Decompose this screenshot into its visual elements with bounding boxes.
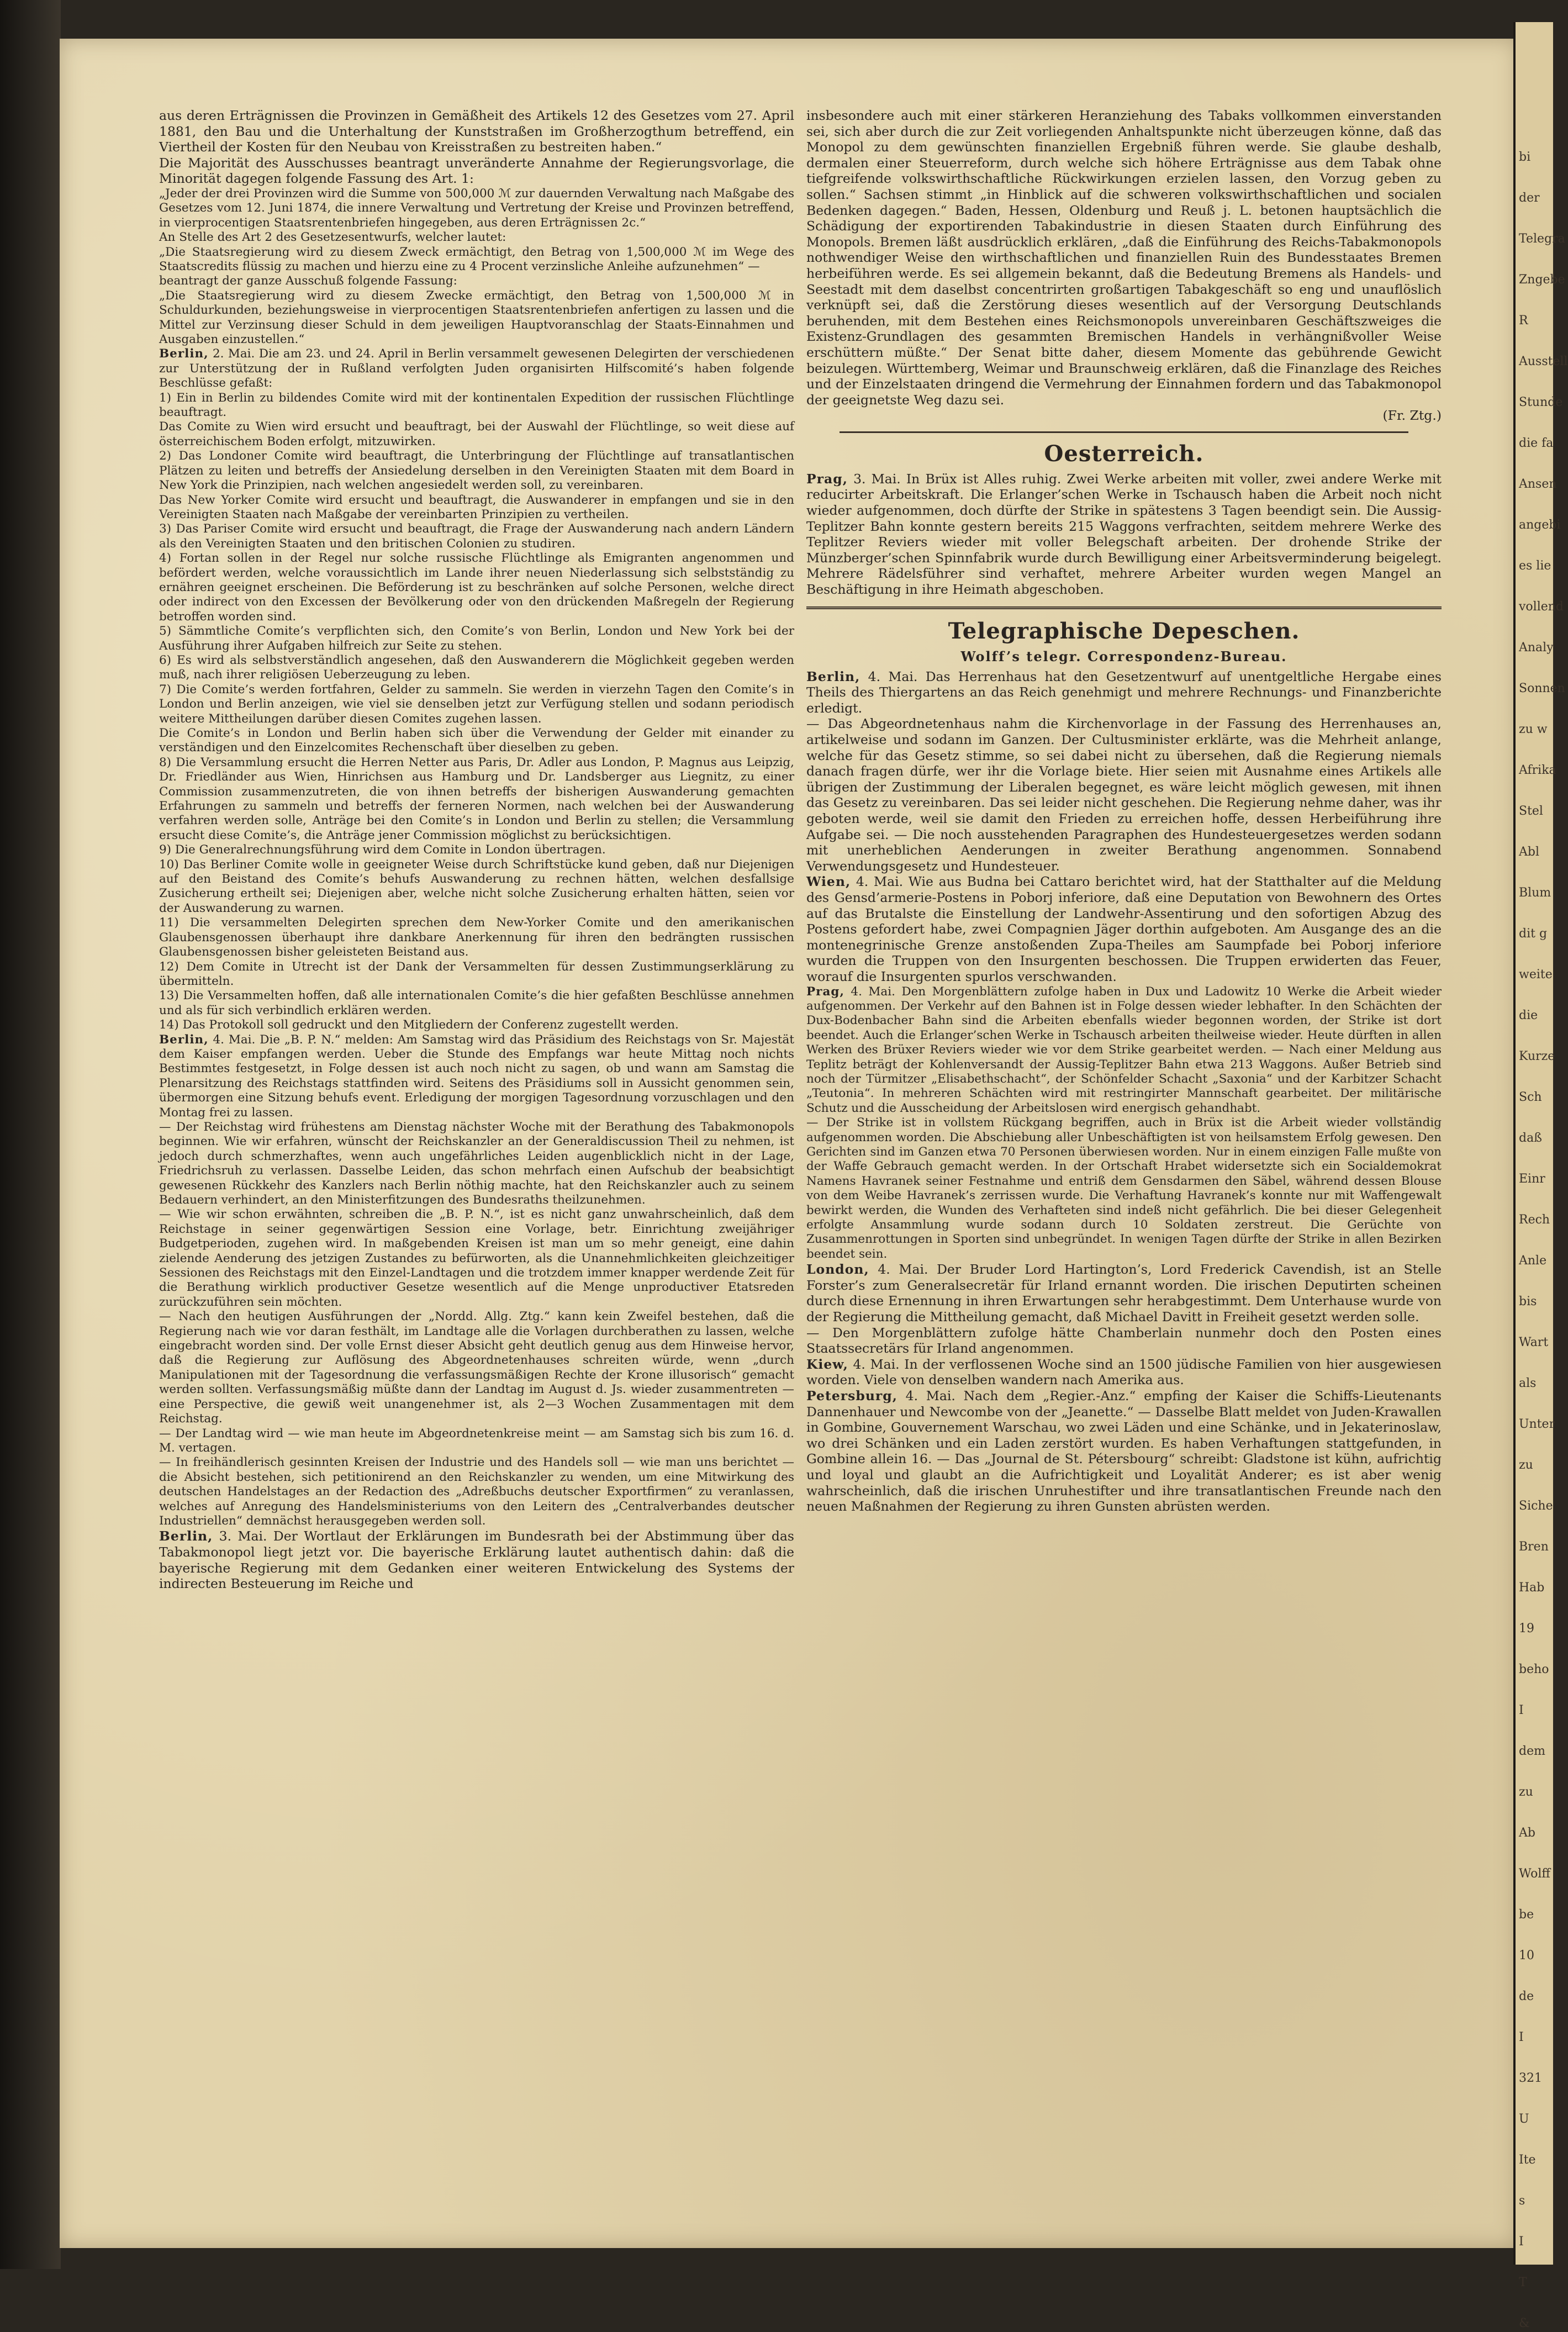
news-item-text: 4. Mai. Nach dem „Regier.-Anz.“ empfing der Kaiser die Schiffs-Lieutenants Dannenhauer und Newcombe von der „Jeanette.“ — Dasselbe Blatt meldet von Juden-Krawallen in Gombine, Gouvernement Warschau, wo zwei Läden und eine Schänke, und in Jekaterinoslaw, wo drei Schänken und ein Laden zerstört wurden. Es haben Verhaftungen stattgefunden, in Gombine allein 16. — Das „Journal de St. Pétersbourg“ schreibt: Gladstone ist kühn, aufrichtig und loyal und glaubt an die Aufrichtigkeit und Loyalität Anderer; es ist aber wenig wahrscheinlich, daß die irischen Unruhestifter und ihre transatlantischen Freunde nach den neuen Maßnahmen der Regierung zu ihren Gunsten abrüsten werden. <box>806 1387 1442 1515</box>
adjacent-page-fragment: Zngebe <box>1519 273 1565 287</box>
adjacent-page-fragment: Blum <box>1519 886 1551 900</box>
news-item: — Das Abgeordnetenhaus nahm die Kirchenvorlage in der Fassung des Herrenhauses an, artikelweise und sodann im Ganzen. Der Cultusminister erklärte, was die Mehrheit anlange, welche für das Gesetz stimme, so sei dabei nicht zu übersehen, daß die Regierung niemals danach fragen dürfe, wer ihr die Vorlage biete. Hier seien mit Ausnahme eines Artikels alle übrigen der Zustimmung der Liberalen begegnet, es wäre leicht möglich gewesen, mit ihnen das Gesetz zu vereinbaren. Das sei leider nicht geschehen. Die Regierung nehme daher, was ihr geboten werde, weil sie damit den Frieden zu erreichen hoffe, dessen Herbeiführung ihre Aufgabe sei. — Die noch ausstehenden Paragraphen des Hundesteuergesetzes werden sodann mit unerheblichen Aenderungen in zweiter Berathung angenommen. Sonnabend Verwendungsgesetz und Hundesteuer. <box>806 716 1442 874</box>
news-item <box>806 1357 1442 1388</box>
adjacent-page-edge <box>1513 22 1568 2330</box>
dateline: Petersburg, <box>806 1387 897 1404</box>
news-item-text: 4. Mai. In der verflossenen Woche sind an 1500 jüdische Familien von hier ausgewiesen worden. Viele von denselben wandern nach Amerika aus. <box>806 1356 1442 1388</box>
resolution-item: 4) Fortan sollen in der Regel nur solche russische Flüchtlinge als Emigranten angenommen und befördert werden, welche voraussichtlich im Lande ihrer neuen Niederlassung sich selbstständig zu ernähren geeignet erscheinen. Die Beförderung ist zu beschränken auf solche Personen, welche direct oder indirect von den Excessen der Bevölkerung oder von den drückenden Maßregeln der Regierung betroffen worden sind. <box>159 551 794 624</box>
adjacent-page-fragment: Kurze <box>1519 1049 1555 1063</box>
adjacent-page-fragment: zu <box>1519 1458 1533 1472</box>
adjacent-page-fragment: I <box>1519 2235 1524 2249</box>
adjacent-page-fragment: Hab <box>1519 1581 1545 1595</box>
adjacent-page-fragment: es lie <box>1519 559 1551 573</box>
news-item: — Der Strike ist in vollstem Rückgang begriffen, auch in Brüx ist die Arbeit wieder vollständig aufgenommen worden. Die Abschiebung aller Unbeschäftigten ist von heilsamstem Erfolg gewesen. Den Gerichten sind im Ganzen etwa 70 Personen überwiesen worden. Nur in einem einzigen Falle mußte von der Waffe Gebrauch gemacht werden. In der Ortschaft Hrabet widersetzte sich ein Socialdemokrat Namens Havranek seiner Festnahme und entriß dem Gensdarmen den Säbel, während dessen Blouse von dem Weibe Havranek’s zerrissen wurde. Die Verhaftung Havranek’s konnte nur mit Waffengewalt bewirkt werden, die Wunden des Verhafteten sind indeß nicht gefährlich. Die bei dieser Gelegenheit erfolgte Ansammlung wurde sodann durch 10 Soldaten zerstreut. Die Gerüchte von Zusammenrottungen in Sporten sind unbegründet. In wenigen Tagen dürfte der Strike in allen Bezirken beendet sein. <box>806 1116 1442 1261</box>
adjacent-page-fragment: s <box>1519 2194 1525 2208</box>
adjacent-page-fragment: Telegra <box>1519 232 1565 246</box>
adjacent-page-fragment: de <box>1519 1990 1534 2003</box>
left-column <box>159 108 794 2151</box>
adjacent-page-fragment: Unter <box>1519 1417 1555 1431</box>
adjacent-page-fragment: 10 <box>1519 1949 1534 1962</box>
dateline: Berlin, <box>159 1528 213 1544</box>
article-text: insbesondere auch mit einer stärkeren Heranziehung des Tabaks vollkommen einverstanden sei, sich aber durch die zur Zeit vorliegenden Anhaltspunkte nicht überzeugen könne, daß das Monopol zu dem gewünschten finanziellen Ergebniß führen werde. Sie glaube deshalb, dermalen einer Steuerreform, durch welche sich höhere Erträgnisse aus dem Tabak ohne tiefgreifende volkswirthschaftliche Rückwirkungen erzielen lassen, den Vorzug geben zu sollen.“ Sachsen stimmt „in Hinblick auf die schweren volkswirthschaftlichen und socialen Bedenken dagegen.“ Baden, Hessen, Oldenburg und Reuß j. L. betonen hauptsächlich die Schädigung der exportirenden Tabakindustrie in diesen Staaten durch Einführung des Monopols. Bremen läßt ausdrücklich erklären, „daß die Einführung des Reichs-Tabakmonopols nothwendiger Weise den wirthschaftlichen und finanziellen Ruin des Bundesstaates Bremen herbeiführen werde. Es sei allgemein bekannt, daß die Bedeutung Bremens als Handels- und Seestadt mit dem daselbst concentrirten großartigen Tabakgeschäft so eng und unauflöslich verknüpft sei, daß die Zerstörung dieses wesentlich auf der Versorgung Deutschlands beruhenden, mit dem Bestehen eines Reichsmonopols unvereinbaren Geschäftszweiges die Existenz-Grundlagen des gesammten Bremischen Handels in verhängnißvoller Weise erschüttern müßte.“ Der Senat bitte daher, diesem Momente das gebührende Gewicht beizulegen. Württemberg, Weimar und Braunschweig erklären, daß die Finanzlage des Reiches und der Einzelstaaten dringend die Vermehrung der Einnahmen fordern und das Tabakmonopol der geeignetste Weg dazu sei. <box>806 108 1442 408</box>
adjacent-page-fragment: Anle <box>1519 1254 1547 1268</box>
adjacent-page-fragment: bis <box>1519 1295 1537 1309</box>
resolution-item: 5) Sämmtliche Comite’s verpflichten sich, den Comite’s von Berlin, London und New York bei der Ausführung ihrer Aufgaben hilfreich zur Seite zu stehen. <box>159 624 794 653</box>
adjacent-page-fragment: Rech <box>1519 1213 1550 1227</box>
adjacent-page-fragment: 19 <box>1519 1622 1534 1635</box>
news-item-text: 2. Mai. Die am 23. und 24. April in Berlin versammelt gewesenen Delegirten der verschiedenen zur Unterstützung der in Rußland verfolgten Juden organisirten Hilfscomité’s haben folgende Beschlüsse gefaßt: <box>159 347 794 391</box>
adjacent-page-fragment: I <box>1519 2030 1524 2044</box>
news-item <box>159 347 794 391</box>
news-item <box>806 669 1442 716</box>
adjacent-page-fragment: dem <box>1519 1744 1545 1758</box>
dateline: London, <box>806 1262 869 1278</box>
resolution-item: 7) Die Comite’s werden fortfahren, Gelder zu sammeln. Sie werden in vierzehn Tagen den Comite’s in London und Berlin anzeigen, wie viel sie denselben jetzt zur Verfügung stellen und sodann periodisch weitere Mittheilungen darüber diesen Comites zugehen lassen. <box>159 682 794 726</box>
adjacent-page-fragment: U <box>1519 2112 1529 2126</box>
news-item: — Wie wir schon erwähnten, schreiben die „B. P. N.“, ist es nicht ganz unwahrscheinlich, daß dem Reichstage in seiner gegenwärtigen Session eine Vorlage, betr. Einrichtung zweijähriger Budgetperioden, zugehen wird. In maßgebenden Kreisen ist man um so mehr geneigt, eine dahin zielende Aenderung des jetzigen Zustandes zu befürworten, als die Unannehmlichkeiten gleichzeitiger Sessionen des Reichstags mit den Einzel-Landtagen und die trotzdem immer knapper werdende Zeit für die Berathung wirklich productiver Gesetze wesentlich auf die Menge unproductiver Etatsreden zurückzuführen sein möchten. <box>159 1207 794 1309</box>
adjacent-page-fragment: zu <box>1519 1785 1533 1799</box>
quote-text: „Die Staatsregierung wird zu diesem Zwecke ermächtigt, den Betrag von 1,500,000 ℳ in Schuldurkunden, beziehungsweise in vierprocentigen Staatsrentenbriefen anfertigen zu lassen und die Mittel zur Verzinsung dieser Schuld in dem jeweiligen Hauptvoranschlag der Staats-Einnahmen und Ausgaben einzustellen.“ <box>159 288 794 347</box>
resolution-item: 9) Die Generalrechnungsführung wird dem Comite in London übertragen. <box>159 843 606 857</box>
scan-background <box>0 0 61 2269</box>
adjacent-page-fragment: bi <box>1519 150 1531 164</box>
news-item <box>806 1388 1442 1515</box>
news-item-text: 4. Mai. Das Herrenhaus hat den Gesetzentwurf auf unentgeltliche Hergabe eines Theils des Thiergartens an das Reich genehmigt und mehrere Rechnungs- und Finanzberichte erledigt. <box>806 668 1442 716</box>
news-item <box>806 1262 1442 1325</box>
adjacent-page-fragment: T <box>1519 2276 1527 2289</box>
adjacent-page-fragment: & <box>1519 2317 1530 2330</box>
news-item-text: 4. Mai. Die „B. P. N.“ melden: Am Samstag wird das Präsidium des Reichstags von Sr. Majestät dem Kaiser empfangen werden. Ueber die Stunde des Empfangs war heute Mittag noch nichts Bestimmtes festgesetzt, in Folge dessen ist auch noch nicht zu sagen, ob und wann am Samstag die Plenarsitzung des Reichstags stattfinden wird. Seitens des Präsidiums soll in Aussicht genommen sein, übermorgen eine Sitzung behufs event. Erledigung der morgigen Tagesordnung vorzuschlagen und den Montag frei zu lassen. <box>159 1032 794 1120</box>
resolution-item: Die Comite’s in London und Berlin haben sich über die Verwendung der Gelder mit einander zu verständigen und den Einzelcomites Rechenschaft über dieselben zu geben. <box>159 726 794 755</box>
news-item: — Nach den heutigen Ausführungen der „Nordd. Allg. Ztg.“ kann kein Zweifel bestehen, daß die Regierung nach wie vor daran festhält, im Landtage alle die Vorlagen durchberathen zu lassen, welche eingebracht worden sind. Der volle Ernst dieser Absicht geht deutlich genug aus dem Hinweise hervor, daß die Regierung zur Auflösung des Abgeordnetenhauses schreiten würde, wenn „durch Manipulationen mit der Tagesordnung die verfassungsmäßigen Rechte der Krone illusorisch“ gemacht werden sollten. Verfassungsmäßig müßte dann der Landtag im August d. Js. wieder zusammentreten — eine Perspective, die gewiß weit unangenehmer ist, als 2—3 Wochen Zusammentagen mit dem Reichstag. <box>159 1310 794 1426</box>
resolution-item: 3) Das Pariser Comite wird ersucht und beauftragt, die Frage der Auswanderung nach andern Ländern als den Vereinigten Staaten und den britischen Colonien zu studiren. <box>159 522 794 551</box>
adjacent-page-fragment: Ausstell <box>1519 355 1568 368</box>
dateline: Wien, <box>806 874 851 890</box>
adjacent-page-fragment: Stunde <box>1519 395 1563 409</box>
adjacent-page-fragment: Analy <box>1519 641 1554 655</box>
adjacent-page-fragment: angebi <box>1519 518 1561 532</box>
right-column <box>806 108 1442 2151</box>
resolution-item: Das Comite zu Wien wird ersucht und beauftragt, bei der Auswahl der Flüchtlinge, so weit diese auf österreichischem Boden erfolgt, mitzuwirken. <box>159 420 794 449</box>
adjacent-page-fragment: vollend <box>1519 600 1564 614</box>
adjacent-page-fragment: als <box>1519 1376 1537 1390</box>
adjacent-page-fragment: die fa <box>1519 436 1554 450</box>
article-text: Die Majorität des Ausschusses beantragt unveränderte Annahme der Regierungsvorlage, die Minorität dagegen folgende Fassung des Art. 1: <box>159 155 794 187</box>
adjacent-page-fragment: Ite <box>1519 2153 1536 2167</box>
resolution-item: 13) Die Versammelten hoffen, daß alle internationalen Comite’s die hier gefaßten Beschlüsse annehmen und als für sich verbindlich erklären werden. <box>159 989 794 1017</box>
resolution-item: 11) Die versammelten Delegirten sprechen dem New-Yorker Comite und den amerikanischen Glaubensgenossen überhaupt ihre dankbare Anerkennung für ihren den bedrängten russischen Glaubensgenossen bisher geleisteten Beistand aus. <box>159 916 794 959</box>
resolution-item: 1) Ein in Berlin zu bildendes Comite wird mit der kontinentalen Expedition der russischen Flüchtlinge beauftragt. <box>159 391 794 420</box>
article-text: An Stelle des Art 2 des Gesetzesentwurfs, welcher lautet: <box>159 230 506 245</box>
agency-subheading: Wolff’s telegr. Correspondenz-Bureau. <box>960 648 1287 664</box>
dateline: Prag, <box>806 471 848 487</box>
news-item-text: 3. Mai. In Brüx ist Alles ruhig. Zwei Werke arbeiten mit voller, zwei andere Werke mit reducirter Arbeitskraft. Die Erlanger’schen Werke in Tschausch haben die Arbeit noch nicht wieder aufgenommen, doch dürfte der Strike in spätestens 3 Tagen beendigt sein. Die Aussig-Teplitzer Bahn konnte gestern bereits 215 Waggons verfrachten, seitdem mehrere Werke des Teplitzer Reviers wieder mit voller Belegschaft arbeiten. Der drohende Strike der Münzberger’schen Spinnfabrik wurde durch Bewilligung einer Arbeitsverminderung beigelegt. Mehrere Rädelsführer sind verhaftet, mehrere Arbeiter wurden wegen Mangel an Beschäftigung in ihre Heimath abgeschoben. <box>806 471 1442 598</box>
adjacent-page-fragment: Sonnen <box>1519 682 1565 695</box>
adjacent-page-fragment: R <box>1519 314 1528 328</box>
news-item: — Der Reichstag wird frühestens am Dienstag nächster Woche mit der Berathung des Tabakmonopols beginnen. Wie wir erfahren, wünscht der Reichskanzler an der Generaldiscussion Theil zu nehmen, ist jedoch durch schmerzhaftes, wenn auch ungefährliches Leiden augenblicklich nicht in der Lage, Friedrichsruh zu verlassen. Dasselbe Leiden, das schon mehrfach einen Aufschub der beabsichtigt gewesenen Rückkehr des Kanzlers nach Berlin nöthig machte, hat den Reichskanzler auch zu seinem Bedauern verhindert, an den Ministerfitzungen des Bundesraths theilzunehmen. <box>159 1120 794 1207</box>
resolution-item: Das New Yorker Comite wird ersucht und beauftragt, die Auswanderer in empfangen und sie in den Vereinigten Staaten nach Maßgabe der vereinbarten Prinzipien zu vertheilen. <box>159 493 794 521</box>
adjacent-page-fragment: Afrika <box>1519 763 1556 777</box>
adjacent-page-fragment: Abl <box>1519 845 1540 859</box>
dateline: Berlin, <box>159 347 209 361</box>
resolution-item: 6) Es wird als selbstverständlich angesehen, daß den Auswanderern die Möglichkeit gegeben werden muß, nach ihrer religiösen Ueberzeugung zu leben. <box>159 653 794 682</box>
adjacent-page-fragment: Stel <box>1519 804 1543 818</box>
adjacent-page-fragment: die <box>1519 1009 1538 1022</box>
resolution-item: 8) Die Versammlung ersucht die Herren Netter aus Paris, Dr. Adler aus London, P. Magnus aus Leipzig, Dr. Friedländer aus Wien, Hinrichsen aus Hamburg und Dr. Landsberger aus Liegnitz, zu einer Commission zusammenzutreten, die von ihnen betreffs der bisherigen Auswanderung gemachten Erfahrungen zu sammeln und betreffs der ferneren Normen, nach welchen bei der Auswanderung verfahren werden solle, Anträge bei den Comite’s in London und Berlin zu stellen; die Versammlung ersucht diese Comite’s, die Anträge jener Commission möglichst zu berücksichtigen. <box>159 755 794 842</box>
adjacent-page-fragment: Wart <box>1519 1336 1549 1349</box>
adjacent-page-fragment: beho <box>1519 1663 1549 1676</box>
news-item-text: 4. Mai. Den Morgenblättern zufolge haben in Dux und Ladowitz 10 Werke die Arbeit wieder aufgenommen. Der Verkehr auf den Bahnen ist in Folge dessen wieder lebhafter. In den Schächten der Dux-Bodenbacher Bahn sind die Arbeiten ebenfalls wieder begonnen worden, der Strike ist dort beendet. Auch die Erlanger’schen Werke in Tschausch arbeiten theilweise wieder. Heute dürften in allen Werken des Brüxer Reviers wieder wie vor dem Strike gearbeitet werden. — Nach einer Meldung aus Teplitz beträgt der Kohlenversandt der Aussig-Teplitzer Bahn etwa 213 Waggons. Außer Betrieb sind noch der Türmitzer „Elisabethschacht“, der Schönfelder Schacht „Saxonia“ und der Karbitzer Schacht „Teutonia“. In mehreren Schächten wird mit restringirter Mannschaft gearbeitet. Der militärische Schutz und die Ausscheidung der Arbeitslosen wird energisch gehandhabt. <box>806 984 1442 1115</box>
adjacent-page-fragment: Sch <box>1519 1090 1542 1104</box>
adjacent-page-fragment: Ansen <box>1519 477 1557 491</box>
adjacent-page-fragment: weite <box>1519 968 1553 982</box>
resolution-item: 10) Das Berliner Comite wolle in geeigneter Weise durch Schriftstücke kund geben, daß nur Diejenigen auf den Beistand des Comite’s behufs Auswanderung zu rechnen hätten, welchen desfallsige Zusicherung ertheilt sei; Diejenigen aber, welche nicht solche Zusicherung erhalten hätten, seien vor der Auswanderung zu warnen. <box>159 857 794 915</box>
dateline: Kiew, <box>806 1356 848 1372</box>
news-item-text: 4. Mai. Wie aus Budna bei Cattaro berichtet wird, hat der Statthalter auf die Meldung des Gensd’armerie-Postens in Poborj inferiore, daß eine Deputation von Bewohnern des Ortes auf das Brutalste die Einstellung der Landwehr-Assentirung und den sofortigen Abzug des Postens gefordert habe, zwei Compagnien Jäger dorthin aufgeboten. Am Ausgange des an die montenegrinische Grenze anstoßenden Zupa-Theiles am Saumpfade bei Poborj inferiore wurden die Truppen von den Insurgenten beschossen. Die Truppen erwiderten das Feuer, worauf die Insurgenten spurlos verschwanden. <box>806 874 1442 984</box>
news-item: — In freihändlerisch gesinnten Kreisen der Industrie und des Handels soll — wie man uns berichtet — die Absicht bestehen, sich petitionirend an den Reichskanzler zu wenden, um eine Mitwirkung des deutschen Handelstages an der Redaction des „Adreßbuchs deutscher Exportfirmen“ zu veranlassen, welches auf Anregung des Handelsministeriums von den Leitern des „Centralverbandes deutscher Industriellen“ demnächst herausgegeben werden soll. <box>159 1455 794 1528</box>
section-divider <box>806 606 1442 609</box>
resolution-item: 14) Das Protokoll soll gedruckt und den Mitgliedern der Conferenz zugestellt werden. <box>159 1018 679 1032</box>
adjacent-page-fragment: zu w <box>1519 722 1548 736</box>
news-item-text: 3. Mai. Der Wortlaut der Erklärungen im Bundesrath bei der Abstimmung über das Tabakmonopol liegt jetzt vor. Die bayerische Erklärung lautet authentisch dahin: daß die bayerische Regierung mit dem Gedanken einer weiteren Entwickelung des Systems der indirecten Besteuerung im Reiche und <box>159 1528 794 1592</box>
adjacent-page-fragment: dit g <box>1519 927 1548 941</box>
source-attribution: (Fr. Ztg.) <box>1382 408 1442 424</box>
resolution-item: 12) Dem Comite in Utrecht ist der Dank der Versammelten für dessen Zustimmungserklärung zu übermitteln. <box>159 959 794 988</box>
article-text: aus deren Erträgnissen die Provinzen in Gemäßheit des Artikels 12 des Gesetzes vom 27. April 1881, den Bau und die Unterhaltung der Kunststraßen im Großherzogthum betreffend, ein Viertheil der Kosten für den Neubau von Kreisstraßen zu bestreiten haben.“ <box>159 108 794 155</box>
section-heading-telegrams: Telegraphische Depeschen. <box>948 618 1300 644</box>
adjacent-page-fragment: Einr <box>1519 1172 1545 1186</box>
news-item <box>806 471 1442 598</box>
dateline: Berlin, <box>159 1032 209 1047</box>
dateline: Berlin, <box>806 668 860 684</box>
resolution-item: 2) Das Londoner Comite wird beauftragt, die Unterbringung der Flüchtlinge auf transatlantischen Plätzen zu leiten und betreffs der Ansiedelung derselben in den Vereinigten Staaten mit dem Board in New York die Prinzipien, nach welchen angesiedelt werden soll, zu vereinbaren. <box>159 449 794 493</box>
adjacent-page-fragment: 321 <box>1519 2071 1542 2085</box>
section-heading-oesterreich: Oesterreich. <box>1044 440 1204 467</box>
adjacent-page-fragment: Ab <box>1519 1826 1535 1840</box>
news-item: — Den Morgenblättern zufolge hätte Chamberlain nunmehr doch den Posten eines Staatssecretärs für Irland angenommen. <box>806 1325 1442 1357</box>
adjacent-page-fragment: daß <box>1519 1131 1542 1145</box>
adjacent-page-fragment: I <box>1519 1703 1524 1717</box>
news-item <box>806 985 1442 1116</box>
article-text: beantragt der ganze Ausschuß folgende Fassung: <box>159 274 457 288</box>
news-item <box>806 874 1442 984</box>
adjacent-page-fragment: be <box>1519 1908 1534 1922</box>
adjacent-page-fragment: Bren <box>1519 1540 1549 1554</box>
adjacent-page-fragment: der <box>1519 191 1540 205</box>
adjacent-page-fragment: Wolff <box>1519 1867 1551 1881</box>
news-item <box>159 1033 794 1120</box>
quote-text: „Jeder der drei Provinzen wird die Summe von 500,000 ℳ zur dauernden Verwaltung nach Maßgabe des Gesetzes vom 12. Juni 1874, die innere Verwaltung und Vertretung der Kreise und Provinzen betreffend, in vierprocentigen Staatsrentenbriefen hingegeben, aus deren Erträgnissen 2c.“ <box>159 186 794 230</box>
news-item: — Der Landtag wird — wie man heute im Abgeordnetenkreise meint — am Samstag sich bis zum 16. d. M. vertagen. <box>159 1426 794 1455</box>
section-divider <box>840 431 1408 433</box>
adjacent-page-fragment: Siche <box>1519 1499 1553 1513</box>
dateline: Prag, <box>806 984 844 999</box>
news-item-text: 4. Mai. Der Bruder Lord Hartington’s, Lord Frederick Cavendish, ist an Stelle Forster’s zum Generalsecretär für Irland ernannt worden. Die irischen Deputirten scheinen durch diese Ernennung in ihren Erwartungen sehr herabgestimmt. Dem Unterhause wurde von der Regierung die Mittheilung gemacht, daß Michael Davitt in Freiheit gesetzt werden solle. <box>806 1262 1442 1325</box>
news-item <box>159 1528 794 1591</box>
quote-text: „Die Staatsregierung wird zu diesem Zweck ermächtigt, den Betrag von 1,500,000 ℳ im Wege des Staatscredits flüssig zu machen und hierzu eine zu 4 Procent verzinsliche Anleihe aufzunehmen“ — <box>159 245 794 273</box>
